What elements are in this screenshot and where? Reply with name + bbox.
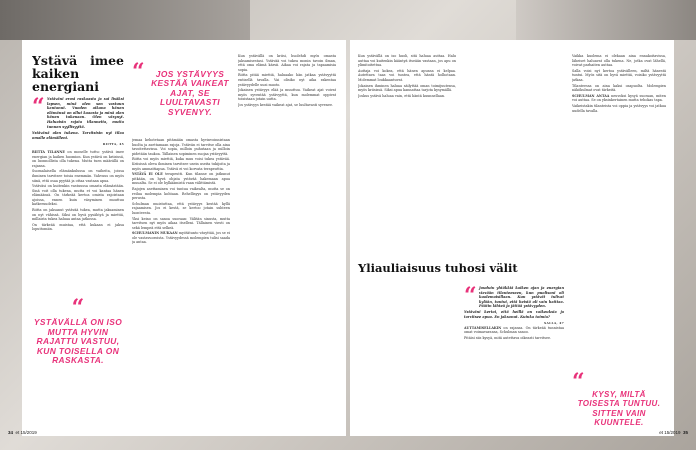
right-column-2 <box>464 258 564 428</box>
body-paragraph: Schulman muistuttaa, että ystävyys kestää kyllä rajaamisen. Jos ei kestä, se kertoo jotain suhteen luonteesta. <box>132 201 230 215</box>
quote-mark-icon: “ <box>71 295 85 321</box>
body-paragraph: Riitta pitää miettiä, haluaako hän jatkaa ystävyyttä entisellä tavalla. Vai olisiko nyt aika rakentaa ystävyydelle uusi muoto. <box>238 73 336 87</box>
body-paragraph: YSTÄVÄ EI OLE terapeutti. Kun tilanne on jatkunut pitkään, on hyvä ohjata ystävää hakemaan apua muualta. Se ei ole hylkäämistä vaan välittämistä. <box>132 172 230 186</box>
lead-text-right-2: Ystäväni kertoi, että heillä on vaikeuksia ja tarvitsee apua. En jaksanut. Kuinka toimia? <box>464 309 564 319</box>
body-paragraph: Riitta voi myös miettiä, kuka muu voisi tukea ystävää. Kriisissä oleva ihminen tarvitsee usein useita tukijoita ja myös ammattiapua. Ystävä ei voi korvata terapeuttia. <box>132 157 230 171</box>
body-paragraph: Ystäväsi on kuitenkin vastuussa omasta elämästään. Sinä voit olla tukena, mutta et voi kantaa hänen elämäänsä. On tärkeää kertoa omista rajoistaan ajoissa, ennen kuin väsyminen muuttuu katkeruudeksi. <box>32 184 124 207</box>
page-right <box>350 40 688 436</box>
quote-mark-icon: “ <box>32 94 45 120</box>
quote-mark-icon: “ <box>572 369 585 395</box>
article-title-left: Ystävä imee kaiken energiani <box>32 54 124 94</box>
body-paragraph: Jos ystävyys kestää vaikeat ajat, se luultavasti syvenee. <box>238 102 334 107</box>
body-paragraph: AUTTAMISELLAKIN on rajansa. On tärkeää tunnistaa omat voimavaransa, Schulman sanoo. <box>464 325 564 335</box>
body-paragraph: Jokainen ystävyys elää ja muuttuu. Vaikeat ajat voivat myös syventää ystävyyttä, kun molemmat oppivat toisistaan jotain uutta. <box>238 88 336 102</box>
body-paragraph: Suomalaisella elämänkulussa on vaiheita, joissa ihminen tarvitsee toisia enemmän. Vahvuus on myös siinä, että osaa pyytää ja ottaa vastaan apua. <box>32 169 124 183</box>
left-column-3 <box>238 54 336 438</box>
body-paragraph: Kun ystävällä on kriisi, huolehdi myös omasta jaksamisestasi. Ystävää voi tukea monin tavoin ilman, että oma elämä kärsii. Aikaa voi rajata ja tapaamisia sopia. <box>238 54 336 72</box>
body-paragraph: Riitta on jaksanut ystävää tukea, mutta jaksaminen on nyt vähissä. Siksi on hyvä pysähtyä ja miettiä, millaista tukea haluaa antaa jatkossa. <box>32 208 124 222</box>
pull-quote-text: YSTÄVÄLLÄ ON ISO MUTTA HYVIN RAJATTU VASTUU, KUN TOISELLA ON RASKASTA. <box>33 317 123 366</box>
pull-quote-left-2 <box>132 54 230 118</box>
body-paragraph: RIITTA TILANNE on monelle tuttu: ystävä imee energian ja kaiken huomion. Kun ystävä on kriisissä, on luonnollista olla tukena. Mutta tuen määrällä on rajansa. <box>32 149 124 168</box>
body-paragraph: Salla voisi nyt kertoa ystävälleen, miltä hänestä tuntui. Myös sitä on hyvä miettiä, voisiko ystävyyttä jatkaa. <box>572 68 666 82</box>
lead-byline-right: SALLA, 47 <box>543 321 564 326</box>
pull-quote-text: JOS YSTÄVYYS KESTÄÄ VAIKEAT AJAT, SE LUULTAVASTI SYVENYY. <box>151 69 229 117</box>
pull-quote-text: KYSY, MILTÄ TOISESTA TUNTUU. SITTEN VAIN KUUNTELE. <box>577 390 661 428</box>
right-column-1 <box>358 54 456 438</box>
body-paragraph: Tilanteessa on aina kaksi osapuolta. Molempien näkökulmat ovat tärkeitä. <box>572 83 666 93</box>
body-paragraph: jemaa kehotetaan pitämään omasta hyvinvoinnistaan huolta ja asettamaan rajoja. Ystävän ei tarvitse olla aina tavoitettavissa. Voi sopia, milloin puhutaan ja milloin pidetään taukoa. Tällainen sopiminen suojaa ystävyyttä. <box>132 138 230 156</box>
background-photo-shadow-right <box>516 0 696 40</box>
body-paragraph: Rajojen asettaminen voi tuntua vaikealta, mutta se on reilua molempia kohtaan. Rehellisyys on ystävyyden perusta. <box>132 186 230 201</box>
right-column-3 <box>572 54 666 438</box>
lead-text-left-2: Ystävänä olen tukena. Tarvitsisin nyt tilaa omalle elämälleni. <box>32 131 124 140</box>
lead-block-right <box>464 283 564 309</box>
body-paragraph: Auttaja voi kokea, että hänen apunsa ei kelpaa. Autettava taas voi tuntea, että häntä holhotaan. Molemmat loukkaantuvat. <box>358 68 456 82</box>
lead-byline-left: RIITTA, 45 <box>102 142 124 147</box>
body-paragraph: SCHULMAN ANTAA neuvoksi kysyä suoraan, miten voi auttaa. Se on yksinkertainen mutta tehokas tapa. <box>572 93 666 103</box>
lead-block-left <box>32 94 124 129</box>
lead-text-left: Ystäväni erosi raskaasta ja sai lisäksi lapsen, minä olen sen vastuun kantanut. Vuoden aikana hänen elämänsä on ollut kaaosta ja minä olen hänen tukenaan. Olen väsynyt. Haluaisin rajata tilannetta, mutta tunnen syyllisyyttä. <box>47 97 124 129</box>
quote-mark-icon: “ <box>464 283 477 309</box>
body-paragraph: Kun ystävällä on iso huoli, sitä haluaa auttaa. Halu auttaa voi kuitenkin kääntyä itseään vastaan, jos apu on ylimitoitettua. <box>358 54 456 68</box>
body-paragraph: Vaikeistakin tilanteista voi oppia ja ystävyys voi jatkua uudella tavalla. <box>572 103 666 113</box>
body-paragraph: Jokainen ihminen haluaa säilyttää oman toimijuutensa, myös kriisissä. Siksi apua kannattaa tarjota kysymällä. <box>358 83 456 93</box>
left-column-1 <box>32 54 124 438</box>
body-paragraph: Pitäisi siis kysyä, mitä autettava oikeasti tarvitsee. <box>464 335 552 340</box>
left-column-2 <box>132 54 230 438</box>
background-photo-shadow-left <box>0 0 250 40</box>
body-paragraph: SCHULMANIN MUKAAN myötätunto väsyttää, jos se ei ole vastavuoroista. Ystävyydessä molempien tulisi saada ja antaa. <box>132 231 230 245</box>
body-paragraph: Vaikka kuolema ei olekaan aina ennakoitavissa, läheiset haluavat olla tukena. Ne, jotka ovat lähellä, voivat parhaiten auttaa. <box>572 54 666 68</box>
pull-quote-right <box>572 369 666 428</box>
body-paragraph: Joskus ystävä haluaa vain, että häntä kuunnellaan. <box>358 93 446 98</box>
page-left <box>8 40 346 436</box>
body-paragraph: On tärkeää muistaa, että kukaan ei jaksa loputtomiin. <box>32 222 124 232</box>
pull-quote-left-1 <box>32 295 124 366</box>
body-paragraph: Yksi keino on sanoa suoraan: Välitän sinusta, mutta tarvitsen nyt myös aikaa itselleni. Tällainen viesti on sekä lempeä että selkeä. <box>132 216 230 230</box>
article-title-right: Yliauliaisuus tuhosi välit <box>358 261 518 275</box>
quote-mark-icon: “ <box>132 59 145 85</box>
folio-right: et 15/2019 35 <box>659 430 688 435</box>
folio-left: 34 et 15/2019 <box>8 430 37 435</box>
lead-text-right: Jouduin yhtäkkiä kaiken ajan ja energian vievään tilanteeseen, kun puolisoni oli kuolemaisillaan. Kun ystävät tulivat kylään, tuntui, että heistä oli vain haittaa. Päätin lähteä ja jättää ystävyyden. <box>479 286 564 309</box>
